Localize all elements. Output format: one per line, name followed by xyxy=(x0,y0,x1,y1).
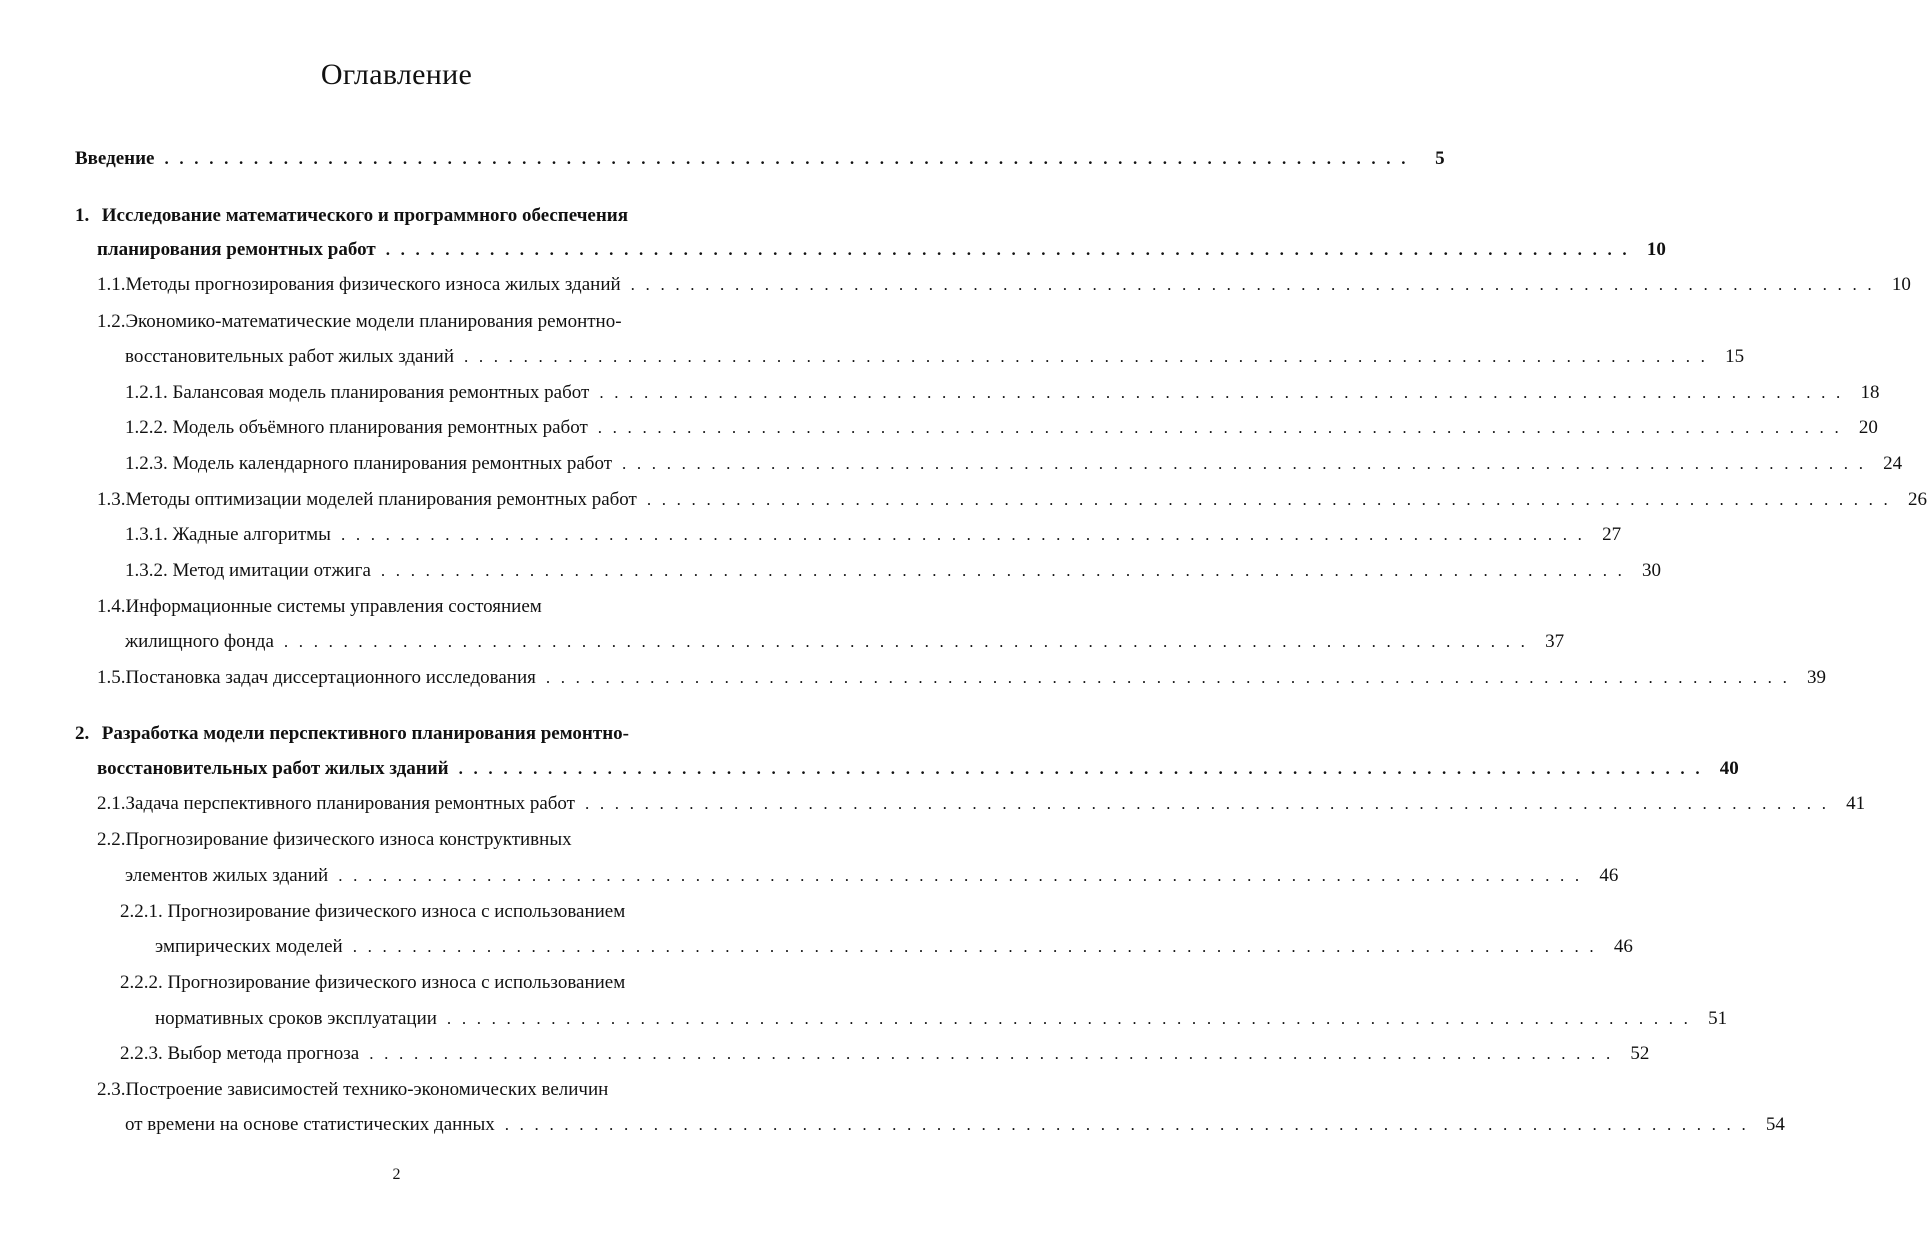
dot-leader: . . . . . . . . . . . . . . . . . . . . . . . . . . . . . . . . . . . . . . . . . . . . . . . . . . . . . . . . . . . . . . . . . . . . . . . . . . . . . . . . . . . . xyxy=(622,454,1867,473)
toc-entry-1-2-1[interactable] xyxy=(125,380,1880,406)
toc-page-number: 18 xyxy=(1860,382,1880,403)
toc-entry-1-1[interactable] xyxy=(97,272,1911,298)
toc-entry-label: 1.3.Методы оптимизации моделей планирования ремонтных работ xyxy=(97,489,637,510)
toc-entry-label: 1.2.3. Модель календарного планирования ремонтных работ xyxy=(125,453,612,474)
toc-page-number: 46 xyxy=(1599,865,1619,886)
toc-entry-label: 1.3.1. Жадные алгоритмы xyxy=(125,524,331,545)
dot-leader: . . . . . . . . . . . . . . . . . . . . . . . . . . . . . . . . . . . . . . . . . . . . . . . . . . . . . . . . . . . . . . . . . . . . . . . . . . . . . . . . . . . . xyxy=(352,937,1597,956)
dot-leader: . . . . . . . . . . . . . . . . . . . . . . . . . . . . . . . . . . . . . . . . . . . . . . . . . . . . . . . . . . . . . . . . . . . . . . . . . . . . . . . . . . . . xyxy=(463,347,1709,366)
toc-entry-2-2-1-continuation[interactable] xyxy=(155,934,1633,960)
toc-entry-label: 2.1.Задача перспективного планирования ремонтных работ xyxy=(97,793,575,814)
toc-entry-label: элементов жилых зданий xyxy=(125,865,329,886)
dot-leader: . . . . . . . . . . . . . . . . . . . . . . . . . . . . . . . . . . . . . . . . . . . . . . . . . . . . . . . . . . . . . . . . . . . . . . . . . . . . . . . . . . . . xyxy=(585,794,1830,813)
toc-page-number: 5 xyxy=(1435,148,1445,169)
toc-entry-1-4[interactable] xyxy=(97,594,542,620)
toc-entry-1-3-2[interactable] xyxy=(125,558,1662,584)
toc-entry-label: жилищного фонда xyxy=(125,631,274,652)
toc-entry-1-4-continuation[interactable] xyxy=(125,629,1565,655)
dot-leader: . . . . . . . . . . . . . . . . . . . . . . . . . . . . . . . . . . . . . . . . . . . . . . . . . . . . . . . . . . . . . . . . . . . . . . . . . . . . . . . . . . . . xyxy=(380,561,1626,580)
dot-leader: . . . . . . . . . . . . . . . . . . . . . . . . . . . . . . . . . . . . . . . . . . . . . . . . . . . . . . . . . . . . . . . . . . . . . . . . . . . . . . . . . . . . xyxy=(338,866,1583,885)
dot-leader: . . . . . . . . . . . . . . . . . . . . . . . . . . . . . . . . . . . . . . . . . . . . . . . . . . . . . . . . . . . . . . . . . . . . . . . . . . . . . . . . . . . . xyxy=(646,490,1892,509)
toc-entry-label: 1.2.Экономико-математические модели планирования ремонтно- xyxy=(97,311,622,332)
dot-leader: . . . . . . . . . . . . . . . . . . . . . . . . . . . . . . . . . . . . . . . . . . . . . . . . . . . . . . . . . . . . . . . . . . . . . . . . . . . . . . . . . . . . xyxy=(599,383,1844,402)
toc-entry-2-2-1[interactable] xyxy=(120,899,625,925)
dot-leader: . . . . . . . . . . . . . . . . . . . . . . . . . . . . . . . . . . . . . . . . . . . . . . . . . . . . . . . . . . . . . . . . . . . . . . . . . . . . . . . . . . . . xyxy=(446,1009,1692,1028)
toc-entry-label: 2.2.Прогнозирование физического износа конструктивных xyxy=(97,829,572,850)
toc-entry-1-3[interactable] xyxy=(97,487,1927,513)
toc-entry-2-1[interactable] xyxy=(97,791,1866,817)
toc-entry-1-5[interactable] xyxy=(97,665,1827,691)
toc-entry-label: 2.3.Построение зависимостей технико-экономических величин xyxy=(97,1079,609,1100)
dot-leader: . . . . . . . . . . . . . . . . . . . . . . . . . . . . . . . . . . . . . . . . . . . . . . . . . . . . . . . . . . . . . . . . . . . . . . . . . . . . . . . . . . . . xyxy=(369,1044,1614,1063)
toc-entry-label: 1.5.Постановка задач диссертационного исследования xyxy=(97,667,536,688)
toc-entry-1-2-3[interactable] xyxy=(125,451,1903,477)
toc-entry-2-2[interactable] xyxy=(97,827,572,853)
toc-entry-2-3-continuation[interactable] xyxy=(125,1112,1785,1138)
toc-entry-1-2-continuation[interactable] xyxy=(125,344,1745,370)
toc-entry-label: 1.2.2. Модель объёмного планирования ремонтных работ xyxy=(125,417,588,438)
dot-leader: . . . . . . . . . . . . . . . . . . . . . . . . . . . . . . . . . . . . . . . . . . . . . . . . . . . . . . . . . . . . . . . . . . . . . . . . . . . . . . . . . . . . xyxy=(385,240,1630,259)
dot-leader: . . . . . . . . . . . . . . . . . . . . . . . . . . . . . . . . . . . . . . . . . . . . . . . . . . . . . . . . . . . . . . . . . . . . . . . . . . . . . . . . . . . . xyxy=(630,275,1875,294)
toc-entry-label: планирования ремонтных работ xyxy=(97,239,376,260)
toc-entry-2-2-2[interactable] xyxy=(120,970,625,996)
toc-chapter-2-continuation[interactable] xyxy=(97,756,1739,782)
chapter-number: 2. xyxy=(75,723,90,744)
toc-entry-label: 2.2.1. Прогнозирование физического износа с использованием xyxy=(120,901,626,922)
toc-entry-label: нормативных сроков эксплуатации xyxy=(155,1008,437,1029)
toc-entry-label: 1.3.2. Метод имитации отжига xyxy=(125,560,371,581)
toc-entry-2-2-continuation[interactable] xyxy=(125,863,1619,889)
chapter-number: 1. xyxy=(75,205,90,226)
toc-page-number: 24 xyxy=(1883,453,1903,474)
toc-page-number: 15 xyxy=(1725,346,1745,367)
toc-page-number: 54 xyxy=(1765,1114,1785,1135)
page-footer-number: 2 xyxy=(392,1166,401,1183)
dot-leader: . . . . . . . . . . . . . . . . . . . . . . . . . . . . . . . . . . . . . . . . . . . . . . . . . . . . . . . . . . . . . . . . . . . . . . . . . . . . . . . . . . . . xyxy=(164,149,1409,168)
toc-page-number: 41 xyxy=(1846,793,1866,814)
dot-leader: . . . . . . . . . . . . . . . . . . . . . . . . . . . . . . . . . . . . . . . . . . . . . . . . . . . . . . . . . . . . . . . . . . . . . . . . . . . . . . . . . . . . xyxy=(504,1115,1749,1134)
dot-leader: . . . . . . . . . . . . . . . . . . . . . . . . . . . . . . . . . . . . . . . . . . . . . . . . . . . . . . . . . . . . . . . . . . . . . . . . . . . . . . . . . . . . xyxy=(458,759,1703,778)
toc-page-number: 20 xyxy=(1858,417,1878,438)
toc-entry-label: от времени на основе статистических данных xyxy=(125,1114,495,1135)
toc-entry-label: Введение xyxy=(75,148,155,169)
toc-entry-label: 2.2.3. Выбор метода прогноза xyxy=(120,1043,360,1064)
toc-entry-label: Исследование математического и программного обеспечения xyxy=(101,205,629,226)
toc-page-number: 46 xyxy=(1613,936,1633,957)
toc-page-number: 10 xyxy=(1891,274,1911,295)
toc-entry-introduction[interactable] xyxy=(75,146,1445,172)
toc-entry-1-3-1[interactable] xyxy=(125,522,1622,548)
toc-entry-label: Разработка модели перспективного планирования ремонтно- xyxy=(101,723,629,744)
toc-page-number: 51 xyxy=(1708,1008,1728,1029)
toc-page-number: 40 xyxy=(1719,758,1739,779)
toc-entry-label: эмпирических моделей xyxy=(155,936,343,957)
toc-page-number: 10 xyxy=(1646,239,1666,260)
toc-page-number: 27 xyxy=(1602,524,1622,545)
toc-chapter-1-heading[interactable] xyxy=(75,203,628,229)
toc-entry-2-2-2-continuation[interactable] xyxy=(155,1006,1728,1032)
toc-page-number: 26 xyxy=(1908,489,1927,510)
page-title: Оглавление xyxy=(320,58,473,91)
toc-entry-label: восстановительных работ жилых зданий xyxy=(97,758,449,779)
dot-leader: . . . . . . . . . . . . . . . . . . . . . . . . . . . . . . . . . . . . . . . . . . . . . . . . . . . . . . . . . . . . . . . . . . . . . . . . . . . . . . . . . . . . xyxy=(340,525,1586,544)
toc-entry-1-2[interactable] xyxy=(97,309,622,335)
toc-entry-label: 1.4.Информационные системы управления состоянием xyxy=(97,596,542,617)
toc-page-number: 30 xyxy=(1642,560,1662,581)
toc-chapter-1-continuation[interactable] xyxy=(97,237,1666,263)
toc-page-number: 37 xyxy=(1545,631,1565,652)
toc-entry-label: 2.2.2. Прогнозирование физического износа с использованием xyxy=(120,972,626,993)
toc-entry-2-2-3[interactable] xyxy=(120,1041,1650,1067)
dot-leader: . . . . . . . . . . . . . . . . . . . . . . . . . . . . . . . . . . . . . . . . . . . . . . . . . . . . . . . . . . . . . . . . . . . . . . . . . . . . . . . . . . . . xyxy=(283,632,1529,651)
toc-entry-label: 1.2.1. Балансовая модель планирования ремонтных работ xyxy=(125,382,590,403)
toc-entry-1-2-2[interactable] xyxy=(125,415,1878,441)
toc-page-number: 52 xyxy=(1630,1043,1650,1064)
dot-leader: . . . . . . . . . . . . . . . . . . . . . . . . . . . . . . . . . . . . . . . . . . . . . . . . . . . . . . . . . . . . . . . . . . . . . . . . . . . . . . . . . . . . xyxy=(545,668,1791,687)
toc-entry-2-3[interactable] xyxy=(97,1077,608,1103)
dot-leader: . . . . . . . . . . . . . . . . . . . . . . . . . . . . . . . . . . . . . . . . . . . . . . . . . . . . . . . . . . . . . . . . . . . . . . . . . . . . . . . . . . . . xyxy=(597,418,1842,437)
toc-page-number: 39 xyxy=(1807,667,1827,688)
toc-entry-label: 1.1.Методы прогнозирования физического износа жилых зданий xyxy=(97,274,621,295)
toc-chapter-2-heading[interactable] xyxy=(75,721,629,747)
toc-entry-label: восстановительных работ жилых зданий xyxy=(125,346,454,367)
